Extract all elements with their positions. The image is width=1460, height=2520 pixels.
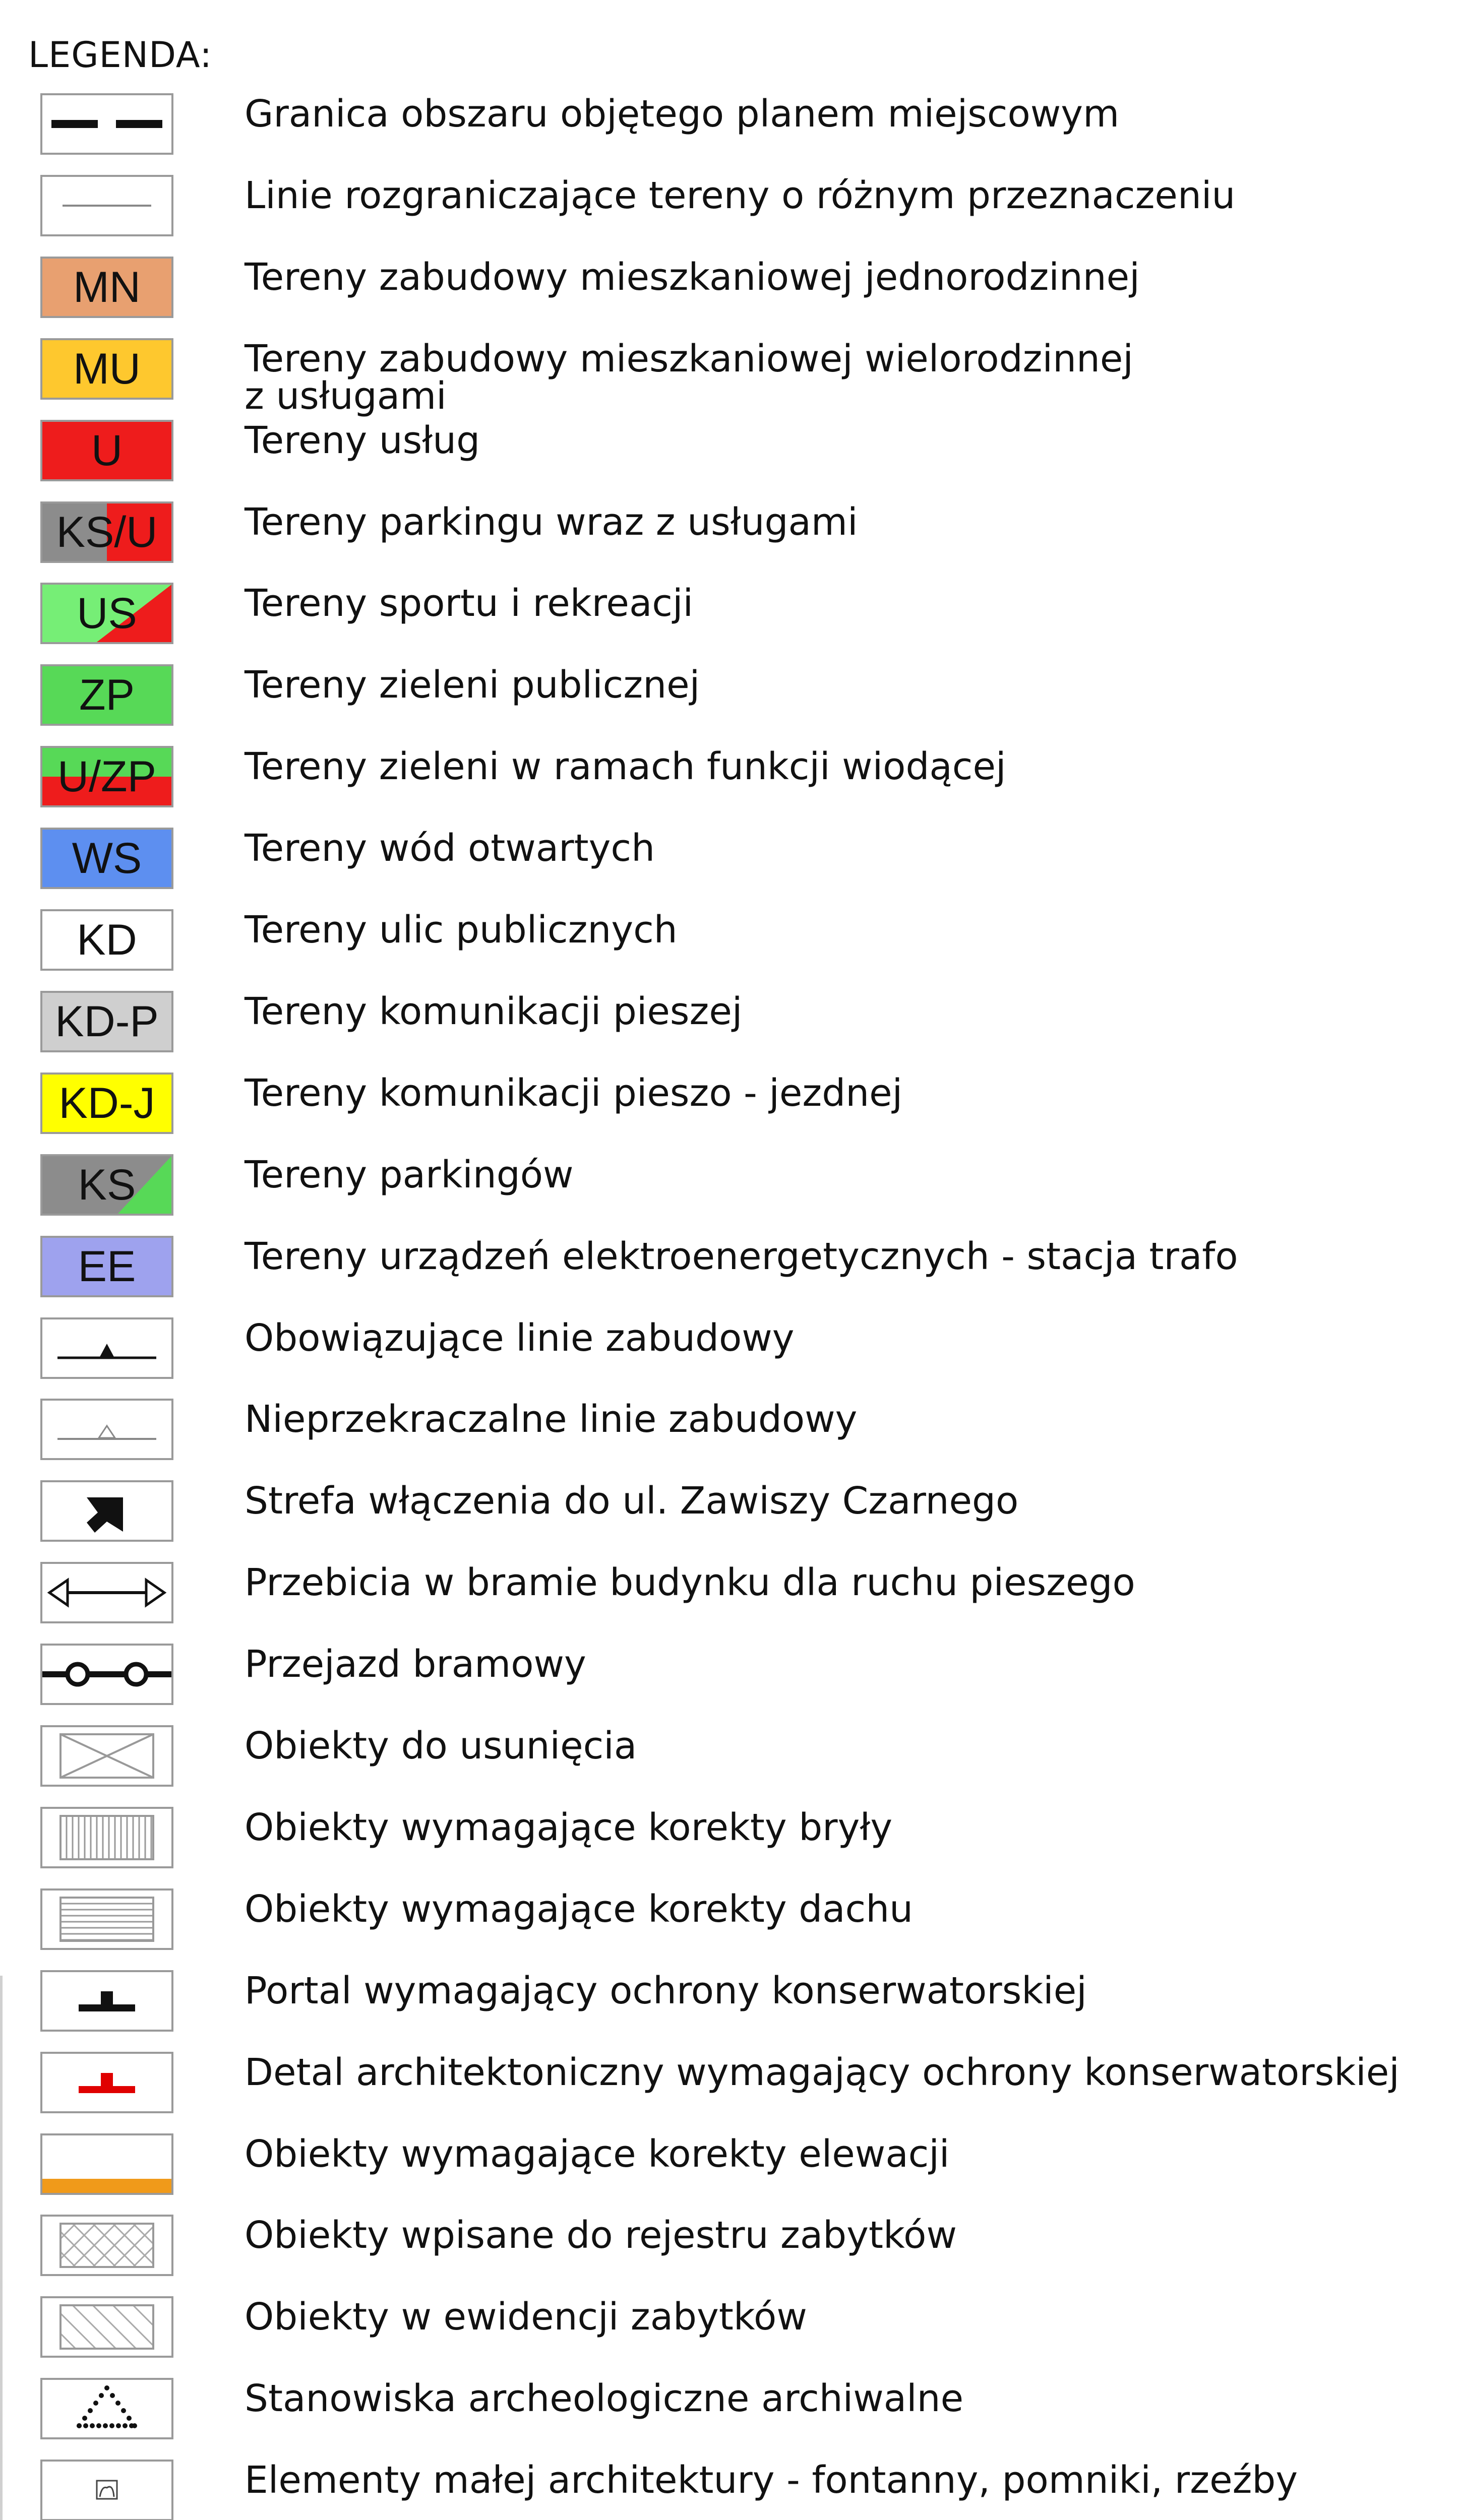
orange-base-icon xyxy=(40,2133,173,2195)
split-green-red-icon xyxy=(40,746,173,807)
portal-red-icon xyxy=(40,2052,173,2113)
split-gray-red-icon xyxy=(40,501,173,563)
vertical-hatch-icon xyxy=(40,1807,173,1868)
line-filled-triangle-icon xyxy=(40,1317,173,1379)
legend-label: Stanowiska archeologiczne archiwalne xyxy=(245,2377,964,2420)
portal-black-icon xyxy=(40,1970,173,2032)
legend-label: Tereny parkingów xyxy=(245,1153,574,1196)
legend-label: Przejazd bramowy xyxy=(245,1643,586,1686)
legend-label: Strefa włączenia do ul. Zawiszy Czarnego xyxy=(245,1479,1019,1523)
zone-code: WS xyxy=(72,834,142,883)
horizontal-hatch-icon xyxy=(40,1888,173,1950)
legend-label: Obiekty w ewidencji zabytków xyxy=(245,2295,807,2339)
legend-label: Obiekty wpisane do rejestru zabytków xyxy=(245,2214,957,2257)
legend-label: Tereny sportu i rekreacji xyxy=(245,582,694,625)
legend-label: Detal architektoniczny wymagający ochrony konserwatorskiej xyxy=(245,2051,1400,2094)
legend-label: Tereny usług xyxy=(245,419,480,462)
legend-label: Tereny wód otwartych xyxy=(245,827,655,870)
legend-label: Obiekty wymagające korekty elewacji xyxy=(245,2132,950,2176)
legend-label: Tereny komunikacji pieszej xyxy=(245,990,743,1033)
legend-label: Nieprzekraczalne linie zabudowy xyxy=(245,1398,858,1441)
map-frame-edge xyxy=(0,1976,3,2520)
legend-label: Obiekty do usunięcia xyxy=(245,1724,637,1768)
legend-label: Granica obszaru objętego planem miejscowym xyxy=(245,92,1120,136)
fill-icon xyxy=(40,991,173,1052)
legend-label: Tereny zieleni publicznej xyxy=(245,663,700,707)
entry-arrow-icon xyxy=(40,1480,173,1542)
legend-label: Elementy małej architektury - fontanny, pomniki, rzeźby xyxy=(245,2459,1298,2502)
fill-icon xyxy=(40,420,173,481)
zone-code: EE xyxy=(78,1242,136,1291)
small-monument-icon xyxy=(40,2460,173,2520)
diagonal-hatch-icon xyxy=(40,2296,173,2358)
legend-label: Tereny komunikacji pieszo - jezdnej xyxy=(245,1072,903,1115)
line-open-triangle-icon xyxy=(40,1399,173,1460)
legend-label: Tereny zabudowy mieszkaniowej jednorodzinnej xyxy=(245,256,1140,299)
zone-code: KD-J xyxy=(58,1079,155,1127)
legend-label: Tereny zieleni w ramach funkcji wiodącej xyxy=(245,745,1006,788)
fill-icon xyxy=(40,909,173,971)
legend-label: Tereny urządzeń elektroenergetycznych - stacja trafo xyxy=(245,1235,1238,1278)
diag-gray-green-icon xyxy=(40,1154,173,1216)
legend-label: Obiekty wymagające korekty dachu xyxy=(245,1887,914,1931)
fill-icon xyxy=(40,338,173,400)
zone-code: US xyxy=(77,589,137,638)
legend-title: LEGENDA: xyxy=(28,34,212,76)
zone-code: ZP xyxy=(79,671,135,719)
zone-code: U/ZP xyxy=(57,752,156,801)
legend-label-line2: z usługami xyxy=(245,374,447,418)
fill-icon xyxy=(40,828,173,889)
fill-icon xyxy=(40,1236,173,1297)
zone-code: MN xyxy=(73,263,141,311)
gate-passage-icon xyxy=(40,1644,173,1705)
legend-label: Tereny ulic publicznych xyxy=(245,908,678,952)
zone-code: MU xyxy=(73,345,141,393)
legend-label: Obiekty wymagające korekty bryły xyxy=(245,1806,893,1849)
double-arrow-icon xyxy=(40,1562,173,1623)
thin-line-icon xyxy=(40,175,173,236)
zone-code: KS xyxy=(78,1161,136,1209)
legend-label: Linie rozgraniczające tereny o różnym przeznaczeniu xyxy=(245,174,1236,217)
zone-code: KD xyxy=(77,916,137,964)
legend-label: Obowiązujące linie zabudowy xyxy=(245,1316,795,1360)
zone-code: KD-P xyxy=(55,997,159,1046)
legend-label: Przebicia w bramie budynku dla ruchu pieszego xyxy=(245,1561,1135,1604)
legend-label: Tereny parkingu wraz z usługami xyxy=(245,500,858,544)
zone-code: KS/U xyxy=(56,508,158,556)
fill-icon xyxy=(40,257,173,318)
fill-icon xyxy=(40,1073,173,1134)
legend-label: Portal wymagający ochrony konserwatorskiej xyxy=(245,1969,1087,2012)
legend-label: Tereny zabudowy mieszkaniowej wielorodzinnej z usługami xyxy=(245,337,1133,418)
dash-border-icon xyxy=(40,93,173,155)
cross-hatch-icon xyxy=(40,2215,173,2276)
dotted-triangle-icon xyxy=(40,2378,173,2439)
crossed-box-icon xyxy=(40,1725,173,1787)
zone-code: U xyxy=(91,426,123,475)
fill-icon xyxy=(40,664,173,726)
diag-green-red-icon xyxy=(40,583,173,644)
